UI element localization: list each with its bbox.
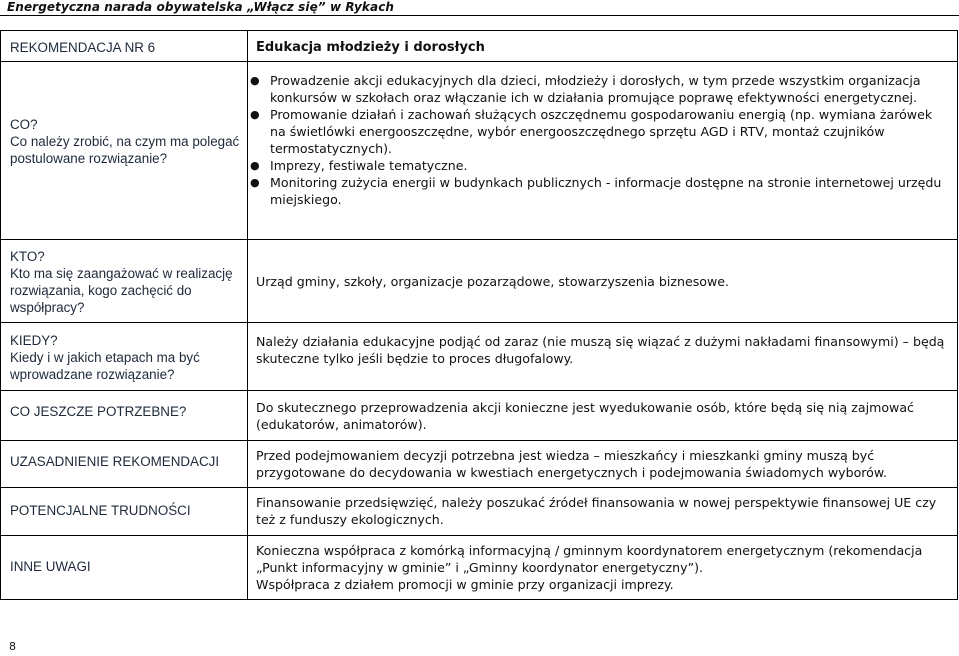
justification-answer-cell (248, 440, 958, 488)
co-label: CO? (10, 117, 38, 133)
co-cell (1, 62, 248, 240)
table-row (1, 390, 958, 440)
bullet-icon: ● (250, 74, 260, 88)
bullet-icon: ● (250, 159, 260, 173)
rec-title-cell (248, 31, 958, 62)
list-item: ● Promowanie działań i zachowań służących oszczędnemu gospodarowaniu energią (np. wymiana żarówek na świetlówki energooszczędne, wybór energooszczędnego sprzętu AGD i RTV, montaż czujników termostatycznych). (250, 107, 933, 157)
kiedy-label: KIEDY? (10, 332, 58, 348)
table-row (1, 440, 958, 488)
needed-answer: Do skutecznego przeprowadzenia akcji konieczne jest wyedukowanie osób, które będą się nią zajmować (edukatorów, animatorów). (256, 399, 914, 432)
bullet-icon: ● (250, 176, 260, 190)
kiedy-answer-cell (248, 322, 958, 390)
kto-cell (1, 239, 248, 322)
kto-label: KTO? (10, 248, 45, 264)
difficulties-label: POTENCJALNE TRUDNOŚCI (10, 503, 191, 519)
kiedy-cell (1, 322, 248, 390)
rec-number-cell (1, 31, 248, 62)
header-rule (0, 15, 959, 16)
justification-label: UZASADNIENIE REKOMENDACJI (10, 453, 220, 469)
kto-answer-cell (248, 239, 958, 322)
rec-number: REKOMENDACJA NR 6 (10, 40, 156, 55)
needed-label: CO JESZCZE POTRZEBNE? (10, 403, 187, 419)
co-answer-cell (248, 62, 958, 240)
other-cell (1, 535, 248, 599)
bullet-icon: ● (250, 108, 260, 122)
difficulties-answer-cell (248, 488, 958, 536)
table-row (1, 488, 958, 536)
table-row (1, 322, 958, 390)
other-label: INNE UWAGI (10, 558, 91, 574)
difficulties-cell (1, 488, 248, 536)
table-row (1, 62, 958, 240)
other-answer-1: Konieczna współpraca z komórką informacyjną / gminnym koordynatorem energetycznym (rekomendacja „Punkt informacyjny w gminie” i „Gminny koordynator energetyczny”). (256, 542, 923, 575)
list-item: ● Imprezy, festiwale tematyczne. (250, 158, 468, 174)
recommendation-table (0, 30, 958, 600)
co-bullet-list (248, 62, 957, 208)
co-question: Co należy zrobić, na czym ma polegać postulowane rozwiązanie? (10, 134, 240, 167)
kiedy-question: Kiedy i w jakich etapach ma być wprowadzane rozwiązanie? (10, 349, 200, 382)
needed-cell (1, 390, 248, 440)
list-item: ● Monitoring zużycia energii w budynkach publicznych - informacje dostępne na stronie internetowej urzędu miejskiego. (250, 175, 942, 208)
page-number: 8 (9, 640, 16, 653)
table-row (1, 31, 958, 62)
kto-answer: Urząd gminy, szkoły, organizacje pozarządowe, stowarzyszenia biznesowe. (256, 273, 730, 289)
justification-answer: Przed podejmowaniem decyzji potrzebna jest wiedza – mieszkańcy i mieszkanki gminy muszą być przygotowane do decydowania w kwestiach energetycznych i podejmowania świadomych wyborów. (256, 447, 888, 480)
needed-answer-cell (248, 390, 958, 440)
other-answer-cell (248, 535, 958, 599)
list-item: ● Prowadzenie akcji edukacyjnych dla dzieci, młodzieży i dorosłych, w tym przede wszystkim organizacja konkursów w szkołach oraz włączanie ich w działania promujące poprawę efektywności energetycznej. (250, 73, 921, 106)
table-row (1, 535, 958, 599)
other-answer-2: Współpraca z działem promocji w gminie przy organizacji imprezy. (256, 576, 674, 592)
rec-title: Edukacja młodzieży i dorosłych (256, 40, 485, 55)
difficulties-answer: Finansowanie przedsięwzięć, należy poszukać źródeł finansowania w nowej perspektywie finansowej UE czy też z funduszy ekologicznych. (256, 495, 937, 528)
document-header: Energetyczna narada obywatelska „Włącz się” w Rykach (7, 0, 395, 14)
kto-question: Kto ma się zaangażować w realizację rozwiązania, kogo zachęcić do współpracy? (10, 265, 233, 315)
table-row (1, 239, 958, 322)
kiedy-answer: Należy działania edukacyjne podjąć od zaraz (nie muszą się wiązać z dużymi nakładami finansowymi) – będą skuteczne tylko jeśli będzie to proces długofalowy. (256, 333, 945, 366)
justification-cell (1, 440, 248, 488)
